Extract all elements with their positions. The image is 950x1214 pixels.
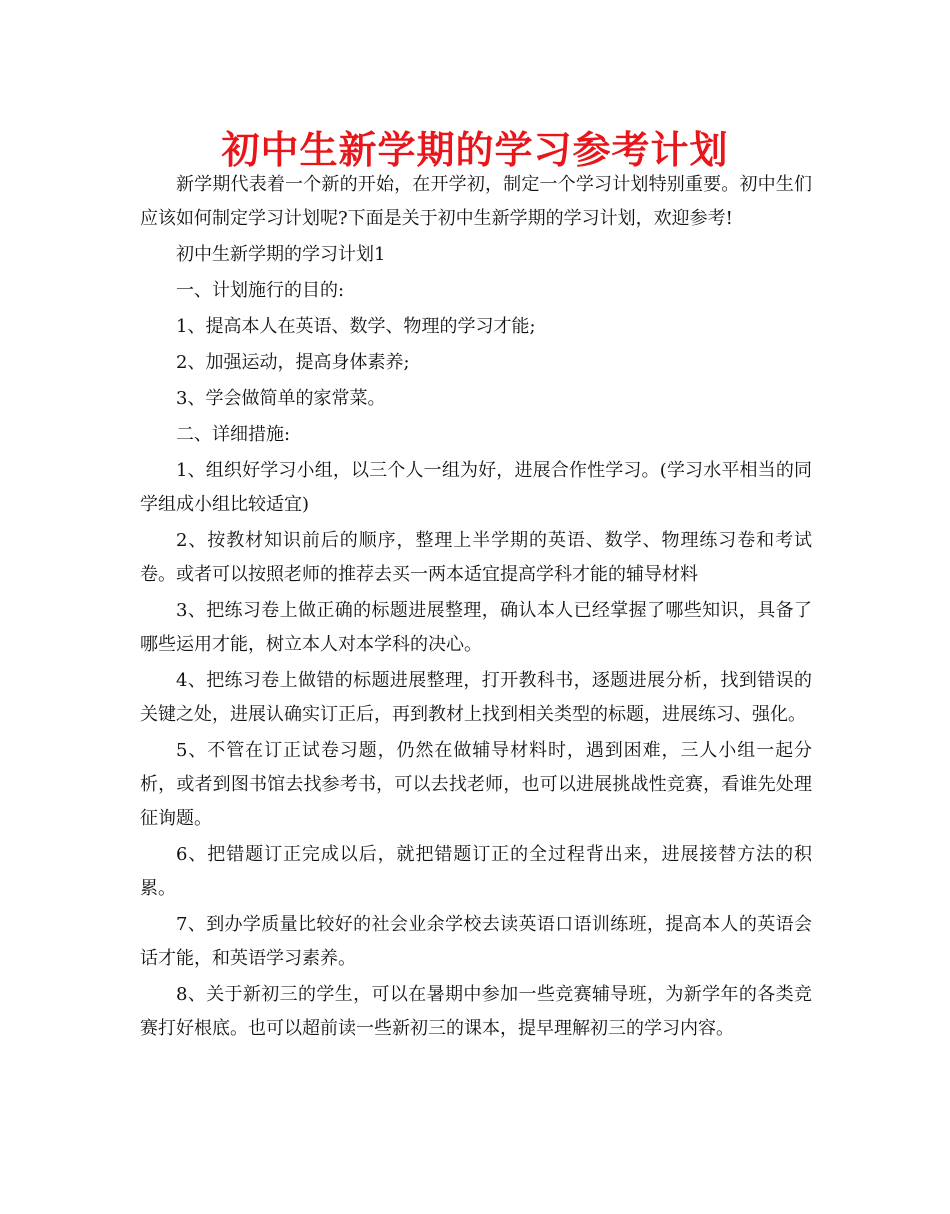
paragraph-goal-1: 1、提高本人在英语、数学、物理的学习才能; — [176, 316, 536, 337]
document-title: 初中生新学期的学习参考计划 — [221, 128, 729, 172]
paragraph-measure-1: 1、组织好学习小组，以三个人一组为好，进展合作性学习。(学习水平相当的同学组成小组比较适宜) — [140, 460, 812, 515]
paragraph-goal-3: 3、学会做简单的家常菜。 — [176, 388, 386, 409]
paragraph-intro: 新学期代表着一个新的开始，在开学初，制定一个学习计划特别重要。初中生们应该如何制定学习计划呢?下面是关于初中生新学期的学习计划，欢迎参考! — [140, 174, 812, 229]
paragraph-measure-4: 4、把练习卷上做错的标题进展整理，打开教科书，逐题进展分析，找到错误的关键之处，进展认确实订正后，再到教材上找到相关类型的标题，进展练习、强化。 — [140, 670, 812, 725]
paragraph-section-one: 一、计划施行的目的: — [176, 280, 345, 301]
paragraph-measure-7: 7、到办学质量比较好的社会业余学校去读英语口语训练班，提高本人的英语会话才能，和英语学习素养。 — [140, 914, 812, 969]
paragraph-measure-2: 2、按教材知识前后的顺序，整理上半学期的英语、数学、物理练习卷和考试卷。或者可以按照老师的推荐去买一两本适宜提高学科才能的辅导材料 — [140, 530, 812, 585]
paragraph-section-two: 二、详细措施: — [176, 424, 291, 445]
paragraph-measure-3: 3、把练习卷上做正确的标题进展整理，确认本人已经掌握了哪些知识，具备了哪些运用才能，树立本人对本学科的决心。 — [140, 600, 812, 655]
paragraph-measure-6: 6、把错题订正完成以后，就把错题订正的全过程背出来，进展接替方法的积累。 — [140, 844, 812, 899]
paragraph-plan-heading: 初中生新学期的学习计划1 — [176, 244, 386, 265]
paragraph-measure-8: 8、关于新初三的学生，可以在暑期中参加一些竞赛辅导班，为新学年的各类竞赛打好根底。也可以超前读一些新初三的课本，提早理解初三的学习内容。 — [140, 984, 812, 1039]
document-body — [140, 168, 812, 1048]
paragraph-goal-2: 2、加强运动，提高身体素养; — [176, 352, 410, 373]
paragraph-measure-5: 5、不管在订正试卷习题，仍然在做辅导材料时，遇到困难，三人小组一起分析，或者到图书馆去找参考书，可以去找老师，也可以进展挑战性竞赛，看谁先处理征询题。 — [140, 740, 812, 829]
